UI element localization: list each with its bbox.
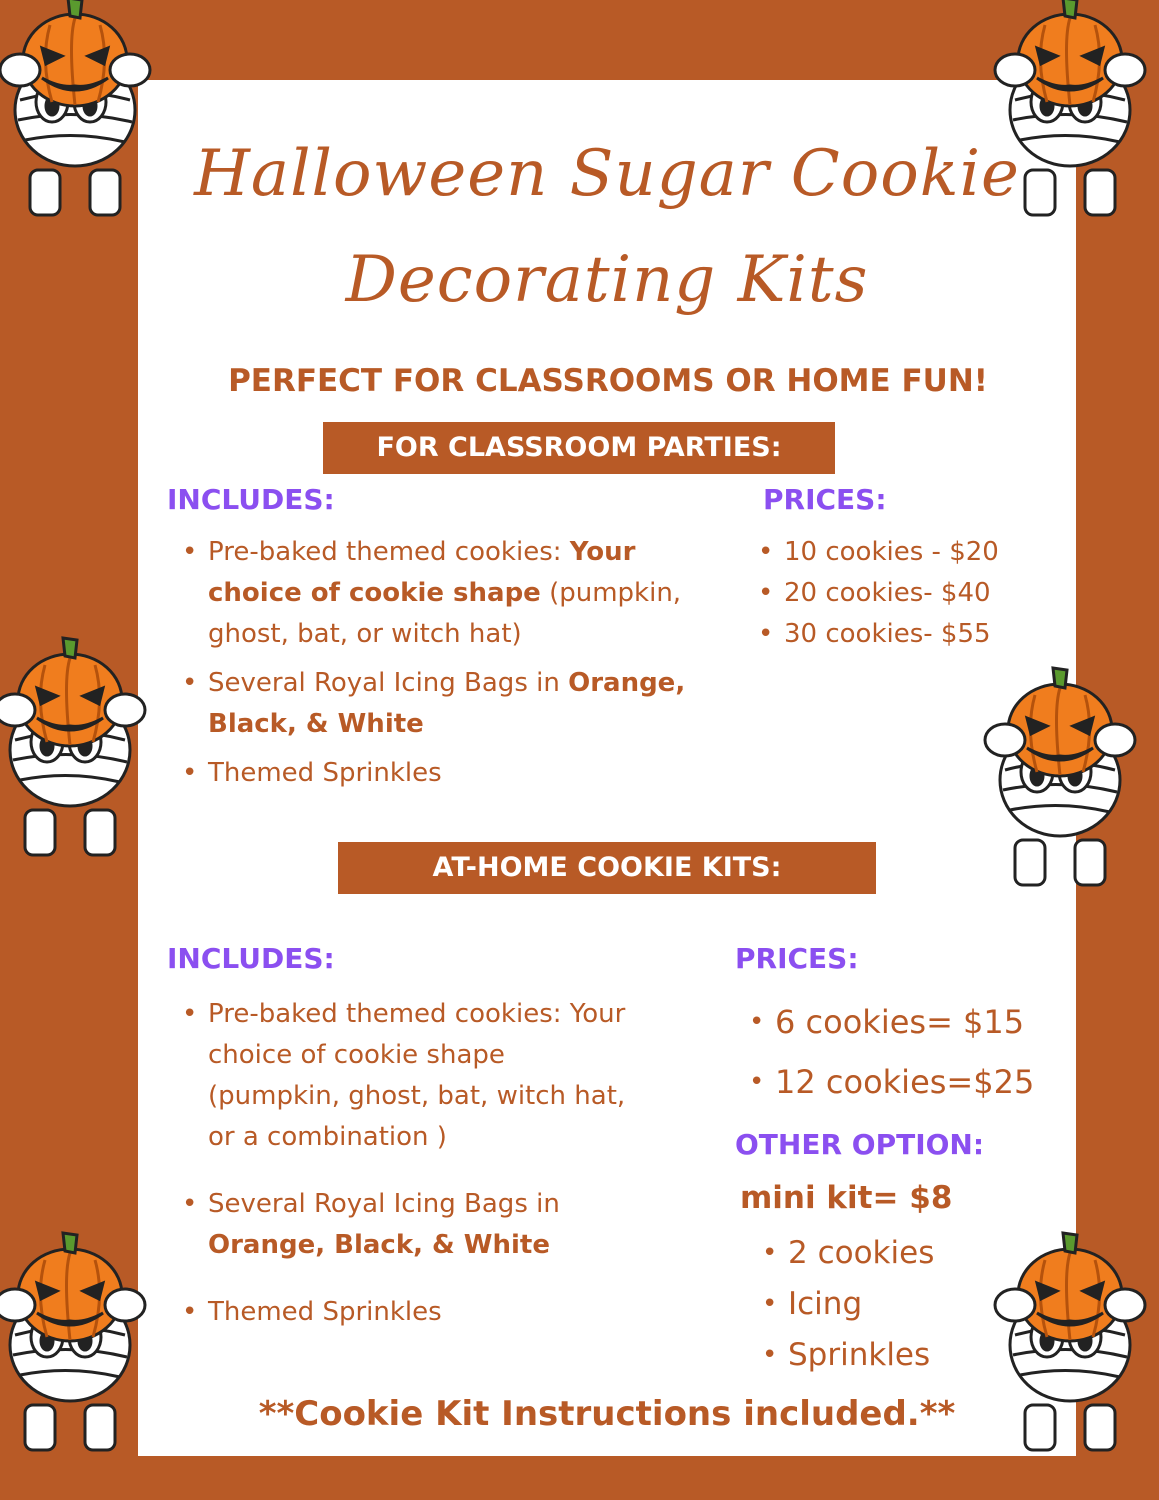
list-item — [176, 663, 726, 745]
home-prices-heading: PRICES: — [735, 942, 859, 975]
list-item — [176, 753, 726, 794]
list-item — [176, 1292, 636, 1333]
home-prices-list — [743, 992, 1063, 1112]
mini-kit-items — [756, 1228, 1016, 1381]
title-line-2: Decorating Kits — [345, 243, 869, 317]
title-line-1: Halloween Sugar Cookie — [194, 137, 1020, 211]
list-item: • 10 cookies - $20 — [752, 532, 1052, 573]
classroom-prices-list — [752, 532, 1052, 655]
home-includes-list — [176, 994, 636, 1333]
flyer-panel — [138, 80, 1076, 1456]
mummy-pumpkin-mascot-icon — [0, 630, 155, 860]
list-item: • 12 cookies=$25 — [743, 1052, 1063, 1112]
classroom-banner: FOR CLASSROOM PARTIES: — [323, 422, 835, 474]
list-item: • 30 cookies- $55 — [752, 614, 1052, 655]
list-item-bold-text: Orange, Black, & White — [208, 1230, 550, 1260]
list-item — [176, 994, 636, 1158]
classroom-includes-list — [176, 532, 726, 794]
home-includes-heading: INCLUDES: — [167, 942, 335, 975]
classroom-includes-heading: INCLUDES: — [167, 483, 335, 516]
list-item: • 6 cookies= $15 — [743, 992, 1063, 1052]
list-item — [176, 1184, 636, 1266]
mini-kit-price: mini kit= $8 — [740, 1180, 953, 1216]
home-banner: AT-HOME COOKIE KITS: — [338, 842, 876, 894]
tagline: PERFECT FOR CLASSROOMS OR HOME FUN! — [228, 363, 988, 399]
mummy-pumpkin-mascot-icon — [0, 0, 160, 220]
list-item: • 2 cookies — [756, 1228, 1016, 1279]
classroom-prices-heading: PRICES: — [763, 483, 887, 516]
list-item: • Sprinkles — [756, 1330, 1016, 1381]
list-item-bold-text: Orange, Black, & White — [208, 668, 686, 739]
list-item-text: (pumpkin, ghost, bat, or witch hat) — [208, 578, 682, 649]
mummy-pumpkin-mascot-icon — [985, 0, 1155, 220]
list-item: • Icing — [756, 1279, 1016, 1330]
list-item-text: Pre-baked themed cookies: Your choice of cookie shape (pumpkin, ghost, bat, witch hat, or a combination ) — [208, 999, 626, 1152]
mummy-pumpkin-mascot-icon — [985, 1225, 1155, 1455]
list-item-bold-text: Your choice of cookie shape — [208, 537, 636, 608]
mummy-pumpkin-mascot-icon — [975, 660, 1145, 890]
list-item — [176, 532, 726, 655]
list-item-text: Themed Sprinkles — [208, 1297, 442, 1327]
mummy-pumpkin-mascot-icon — [0, 1225, 155, 1455]
footer-note: **Cookie Kit Instructions included.** — [258, 1394, 956, 1434]
other-option-heading: OTHER OPTION: — [735, 1128, 985, 1161]
list-item-text: Several Royal Icing Bags in — [208, 668, 569, 698]
list-item-text: Several Royal Icing Bags in — [208, 1189, 560, 1219]
list-item-text: Themed Sprinkles — [208, 758, 442, 788]
list-item: • 20 cookies- $40 — [752, 573, 1052, 614]
list-item-text: Pre-baked themed cookies: — [208, 537, 570, 567]
